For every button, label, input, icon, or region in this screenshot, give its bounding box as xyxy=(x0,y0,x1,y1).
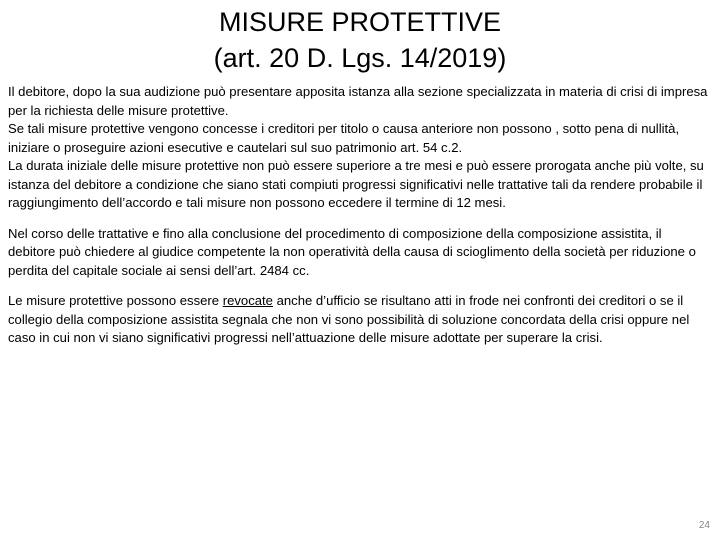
paragraph-request: Il debitore, dopo la sua audizione può presentare apposita istanza alla sezione specializzata in materia di crisi di impresa per la richiesta delle misure protettive. xyxy=(8,84,708,118)
slide-title xyxy=(0,4,720,76)
paragraph-revocation xyxy=(8,292,712,348)
paragraph-creditors: Se tali misure protettive vengono concesse i creditori per titolo o causa anteriore non possono , sotto pena di nullità, iniziare o proseguire azioni esecutive e cautelari sul suo patrimonio art. 54 c.2. xyxy=(8,121,680,155)
title-line-2: (art. 20 D. Lgs. 14/2019) xyxy=(213,43,507,73)
revocate-underlined: revocate xyxy=(222,293,273,308)
paragraph-negotiations: Nel corso delle trattative e fino alla conclusione del procedimento di composizione della composizione assistita, il debitore può chiedere al giudice competente la non operatività della causa di scioglimento della società per riduzione o perdita del capitale sociale ai sensi dell’art. 2484 cc. xyxy=(8,225,696,278)
page-number: 24 xyxy=(698,520,710,531)
slide-body xyxy=(8,83,712,348)
revocation-text-start: Le misure protettive possono essere xyxy=(8,293,223,308)
title-line-1: MISURE PROTETTIVE xyxy=(218,7,502,37)
revocation-text-end: anche d’ufficio se risultano atti in frode nei confronti dei creditori o se il collegio della composizione assistita segnala che non vi sono possibilità di soluzione concordata della crisi oppure nel caso in cui non vi siano significativi progressi nell’attuazione delle misure adottate per superare la crisi. xyxy=(8,293,690,345)
paragraph-duration: La durata iniziale delle misure protettive non può essere superiore a tre mesi e può essere prorogata anche più volte, su istanza del debitore a condizione che siano stati compiuti progressi significativi nelle trattative tali da rendere probabile il raggiungimento dell’accordo e tali misure non possono eccedere il termine di 12 mesi. xyxy=(8,158,704,210)
